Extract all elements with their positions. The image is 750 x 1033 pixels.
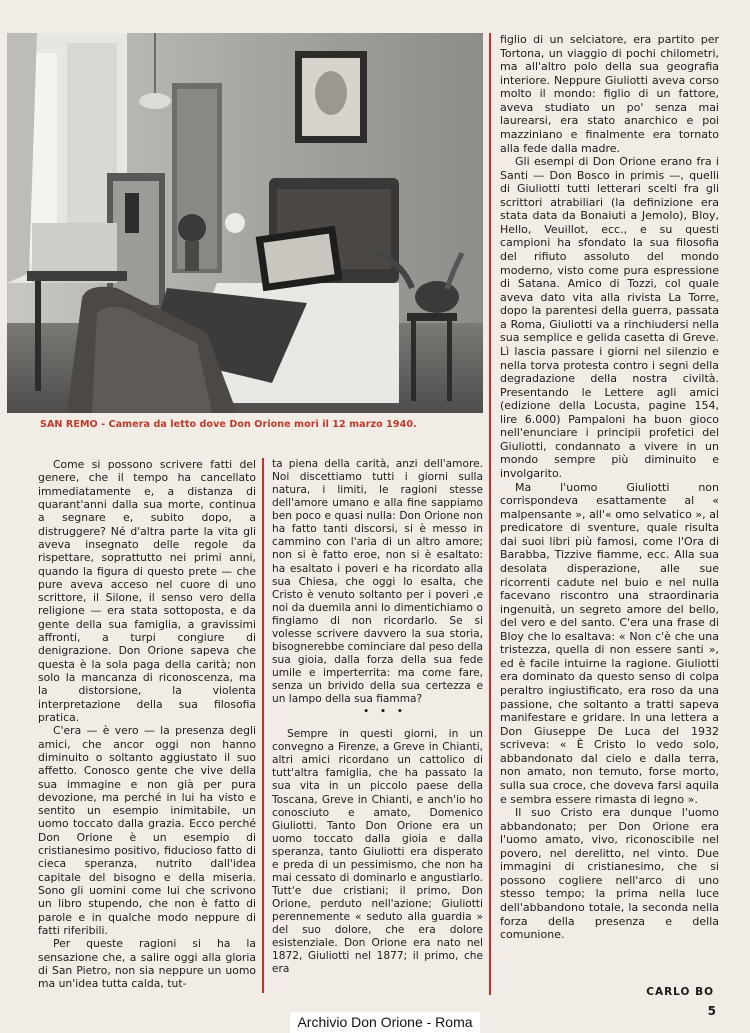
article-column-2 bbox=[272, 458, 483, 976]
paragraph: Ma l'uomo Giuliotti non corrispondeva esattamente al « malpensante », all'« omo selvatico », al predicatore di sventure, quale risulta dai suoi libri più famosi, come l'Ora di Barabba, Tizzive fiamme, ecc. Alla sua desolata disperazione, alle sue ricorrenti cadute nel buio e nel nulla facevano riscontro una straordinaria ingenuità, un segreto amore del bello, del vero e del santo. C'era una frase di Bloy che lo esaltava: « Non c'è che una tristezza, quella di non essere santi », ed è facile intuirne la ragione. Giuliotti era dominato da questo senso di colpa peraltro ingiustificato, era roso da una passione, che soltanto a tratti sapeva manifestare e gridare. In una lettera a Don Giuseppe De Luca del 1932 scriveva: « È Cristo lo vedo solo, abbandonato dal cielo e dalla terra, non amato, non temuto, forse morto, sulla sua croce, che doveva farsi aquila e sembra essere rimasta di legno ». bbox=[500, 480, 719, 806]
archive-watermark: Archivio Don Orione - Roma bbox=[290, 1012, 480, 1033]
paragraph: Come si possono scrivere fatti del genere, che il tempo ha cancellato immediatamente e, a distanza di quarant'anni dalla sua morte, continua a segnare e, subito dopo, a distruggere? Né d'altra parte la vita gli aveva insegnato delle regole da rispettare, soprattutto nei primi anni, quando la figura di questo prete — che pure aveva acceso nel cuore di uno scrittore, il Silone, il senso vero della religione — era stata sottoposta, e da gente della sua famiglia, a gravissimi affronti, a turpi congiure di denigrazione. Don Orione sapeva che questa è la sola paga della carità; non solo la mancanza di riconoscenza, ma la distorsione, la violenta interpretazione della sua filosofia pratica. bbox=[38, 458, 256, 724]
article-column-3 bbox=[500, 33, 719, 942]
paragraph: figlio di un selciatore, era partito per Tortona, un viaggio di pochi chilometri, ma all'altro polo della sua geografia interiore. Neppure Giuliotti aveva corso molto il mondo: figlio di un fattore, aveva studiato un po' senza mai laurearsi, era stato anarchico e poi mazziniano e finalmente era tornato alla fede dalla madre. bbox=[500, 33, 719, 155]
caption-text: - Camera da letto dove Don Orione morì il 12 marzo 1940. bbox=[97, 419, 417, 430]
paragraph: C'era — è vero — la presenza degli amici, che ancor oggi non hanno diminuito o soltanto aggiustato il suo affetto. Conosco gente che vive della sua immagine e non già per pura devozione, ma perché in lui ha visto e sentito un esempio inimitabile, un uomo toccato dalla grazia. Ecco perché Don Orione è un esempio di cristianesimo positivo, fiducioso fatto di cieca speranza, nutrito dall'idea capitale del bisogno e della miseria. Sono gli uomini come lui che scrivono un libro stupendo, che non è fatto di parole e in qualche modo neppure di fatti riferibili. bbox=[38, 724, 256, 937]
paragraph: ta piena della carità, anzi dell'amore. Noi discettiamo tutti i giorni sulla natura, i limiti, le ragioni stesse dell'amore umano e alla fine sappiamo ben poco e quasi nulla: Don Orione non ha fatto tanti discorsi, si è messo in cammino con l'aria di un altro amore; non si è fatto eroe, non si è esaltato: ha esaltato i poveri e ha ricordato alla sua Chiesa, che oggi lo esalta, che Cristo è venuto soltanto per i poveri ,e noi da duemila anni lo dimentichiamo o fingiamo di non ricordarlo. Se si volesse scrivere davvero la sua storia, bisognerebbe cominciare dal peso della sua gioia, dalla forza della sua fede umile e imperterrita: ma come fare, senza un brivido della sua certezza e un lampo della sua fiamma? bbox=[272, 458, 483, 706]
article-column-1 bbox=[38, 458, 256, 991]
paragraph: Per queste ragioni si ha la sensazione che, a salire oggi alla gloria di San Pietro, non sia neppure un uomo ma un'idea tutta calda, tut- bbox=[38, 937, 256, 991]
caption-place: SAN REMO bbox=[40, 419, 98, 430]
section-separator: • • • bbox=[363, 707, 407, 718]
page-number: 5 bbox=[707, 1004, 716, 1018]
column-rule-left bbox=[262, 458, 264, 993]
paragraph: Gli esempi di Don Orione erano fra i Santi — Don Bosco in primis —, quelli di Giuliotti tutti letterari scelti fra gli scrittori atrabiliari (la definizione era stata data da Bonaiuti a Jemolo), Bloy, Hello, Veuillot, ecc., e su questi campioni ha sfondato la sua filosofia del rifiuto assoluto del mondo moderno, visto come pura espressione di Satana. Amico di Tozzi, col quale aveva dato vita alla rivista La Torre, dopo la parentesi della guerra, passata a Roma, Giuliotti va a rinchiudersi nella sua semplice e gelida casetta di Greve. Lì lascia passare i giorni nel silenzio e nella torva protesta contro i segni della degradazione della nostra civiltà. Presentando le Lettere agli amici (edizione della Locusta, pagine 154, lire 6.000) Pampaloni ha buon gioco nell'enunciare i principii profetici del Giuliotti, condannato a vivere in un mondo sempre più diminuito e involgarito. bbox=[500, 155, 719, 480]
column-rule-right bbox=[489, 33, 491, 995]
author-signature: CARLO BO bbox=[646, 986, 714, 998]
paragraph: Il suo Cristo era dunque l'uomo abbandonato; per Don Orione era l'uomo amato, vivo, riconoscibile nel povero, nel derelitto, nel vinto. Due immagini di cristianesimo, che si possono cogliere nell'arco di uno stesso tempo; la prima nella luce dell'abbandono totale, la seconda nella forza della presenza e della comunione. bbox=[500, 806, 719, 942]
paragraph: Sempre in questi giorni, in un convegno a Firenze, a Greve in Chianti, altri amici ricordano un cattolico di tutt'altra famiglia, che ha passato la sua vita in un piccolo paese della Toscana, Greve in Chianti, e anch'io ho conosciuto e amato, Domenico Giuliotti. Tanto Don Orione era un uomo toccato dalla gioia e dalla speranza, tanto Giuliotti era disperato e preda di un pessimismo, che non ha mai cessato di dominarlo e angustiarlo. Tutt'e due cristiani; il primo, Don Orione, perduto nell'azione; Giuliotti perennemente « seduto alla guardia » del suo dolore, che era dolore esistenziale. Don Orione era nato nel 1872, Giuliotti nel 1877; il primo, che era bbox=[272, 728, 483, 976]
bedroom-photo bbox=[7, 33, 483, 413]
photo-caption bbox=[40, 419, 480, 430]
